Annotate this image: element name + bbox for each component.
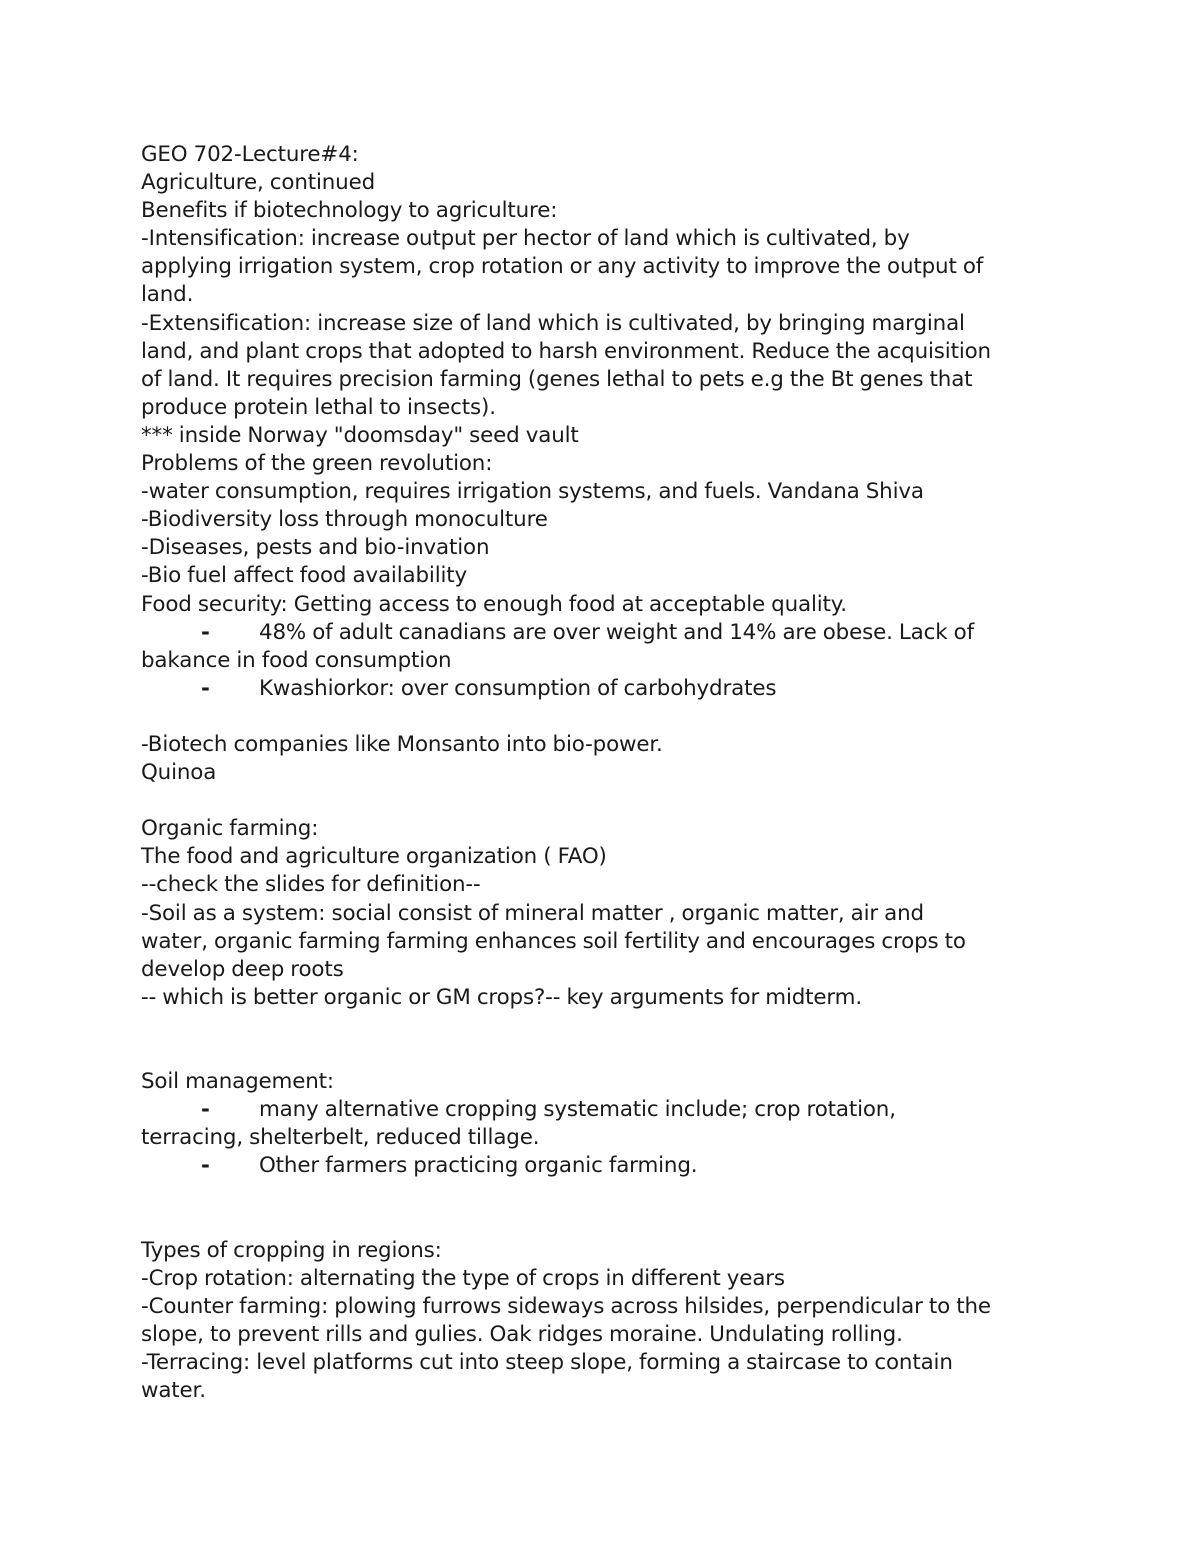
text-line: -Diseases, pests and bio-invation (141, 535, 490, 561)
text-line: -Biotech companies like Monsanto into bio-power. (141, 731, 663, 757)
text-line: -Crop rotation: alternating the type of crops in different years (141, 1265, 785, 1291)
text-line: GEO 702-Lecture#4: (141, 142, 359, 167)
bullet-text: 48% of adult canadians are over weight and 14% are obese. Lack of (259, 619, 974, 645)
text-line: slope, to prevent rills and gulies. Oak ridges moraine. Undulating rolling. (141, 1321, 903, 1347)
bullet-text: Other farmers practicing organic farming. (259, 1153, 698, 1179)
bullet-item (141, 675, 1071, 703)
blank-line (141, 1012, 1071, 1040)
text-line: land, and plant crops that adopted to harsh environment. Reduce the acquisition (141, 338, 991, 364)
text-line: produce protein lethal to insects). (141, 394, 496, 420)
bullet-text: many alternative cropping systematic include; crop rotation, (259, 1097, 896, 1123)
text-line: water, organic farming farming enhances soil fertility and encourages crops to (141, 928, 966, 954)
text-line: Types of cropping in regions: (141, 1237, 442, 1263)
text-line: -Biodiversity loss through monoculture (141, 507, 548, 533)
text-line: -- which is better organic or GM crops?-- key arguments for midterm. (141, 984, 863, 1010)
text-line: Food security: Getting access to enough food at acceptable quality. (141, 591, 847, 617)
text-line: of land. It requires precision farming (genes lethal to pets e.g the Bt genes that (141, 366, 973, 392)
text-line: -Terracing: level platforms cut into steep slope, forming a staircase to contain (141, 1350, 953, 1376)
bullet-item (141, 1096, 1071, 1124)
bullet-item (141, 619, 1071, 647)
bullet-item (141, 1152, 1071, 1180)
text-line: Organic farming: (141, 816, 319, 842)
text-line: Agriculture, continued (141, 170, 376, 196)
document-body (141, 141, 1071, 1405)
text-line: land. (141, 282, 194, 308)
blank-line (141, 787, 1071, 815)
text-line: Benefits if biotechnology to agriculture: (141, 198, 558, 224)
text-line: develop deep roots (141, 956, 344, 982)
text-line: -water consumption, requires irrigation systems, and fuels. Vandana Shiva (141, 479, 924, 505)
text-line: bakance in food consumption (141, 647, 452, 673)
blank-line (141, 1209, 1071, 1237)
text-line: -Intensification: increase output per hector of land which is cultivated, by (141, 226, 910, 252)
text-line: Quinoa (141, 760, 217, 786)
text-line: *** inside Norway "doomsday" seed vault (141, 422, 579, 448)
blank-line (141, 703, 1071, 731)
text-line: -Soil as a system: social consist of mineral matter , organic matter, air and (141, 900, 924, 926)
text-line: -Bio fuel affect food availability (141, 563, 468, 589)
bullet-marker: - (201, 1097, 210, 1123)
bullet-text: Kwashiorkor: over consumption of carbohydrates (259, 675, 777, 701)
blank-line (141, 1180, 1071, 1208)
blank-line (141, 1040, 1071, 1068)
text-line: terracing, shelterbelt, reduced tillage. (141, 1125, 540, 1151)
text-line: --check the slides for definition-- (141, 872, 481, 898)
text-line: Problems of the green revolution: (141, 451, 493, 477)
text-line: Soil management: (141, 1069, 334, 1095)
text-line: applying irrigation system, crop rotation or any activity to improve the output of (141, 254, 984, 280)
text-line: -Extensification: increase size of land which is cultivated, by bringing marginal (141, 310, 965, 336)
bullet-marker: - (201, 1153, 210, 1179)
bullet-marker: - (201, 619, 210, 645)
bullet-marker: - (201, 675, 210, 701)
text-line: The food and agriculture organization ( FAO) (141, 844, 607, 870)
text-line: -Counter farming: plowing furrows sideways across hilsides, perpendicular to the (141, 1293, 991, 1319)
text-line: water. (141, 1378, 206, 1404)
